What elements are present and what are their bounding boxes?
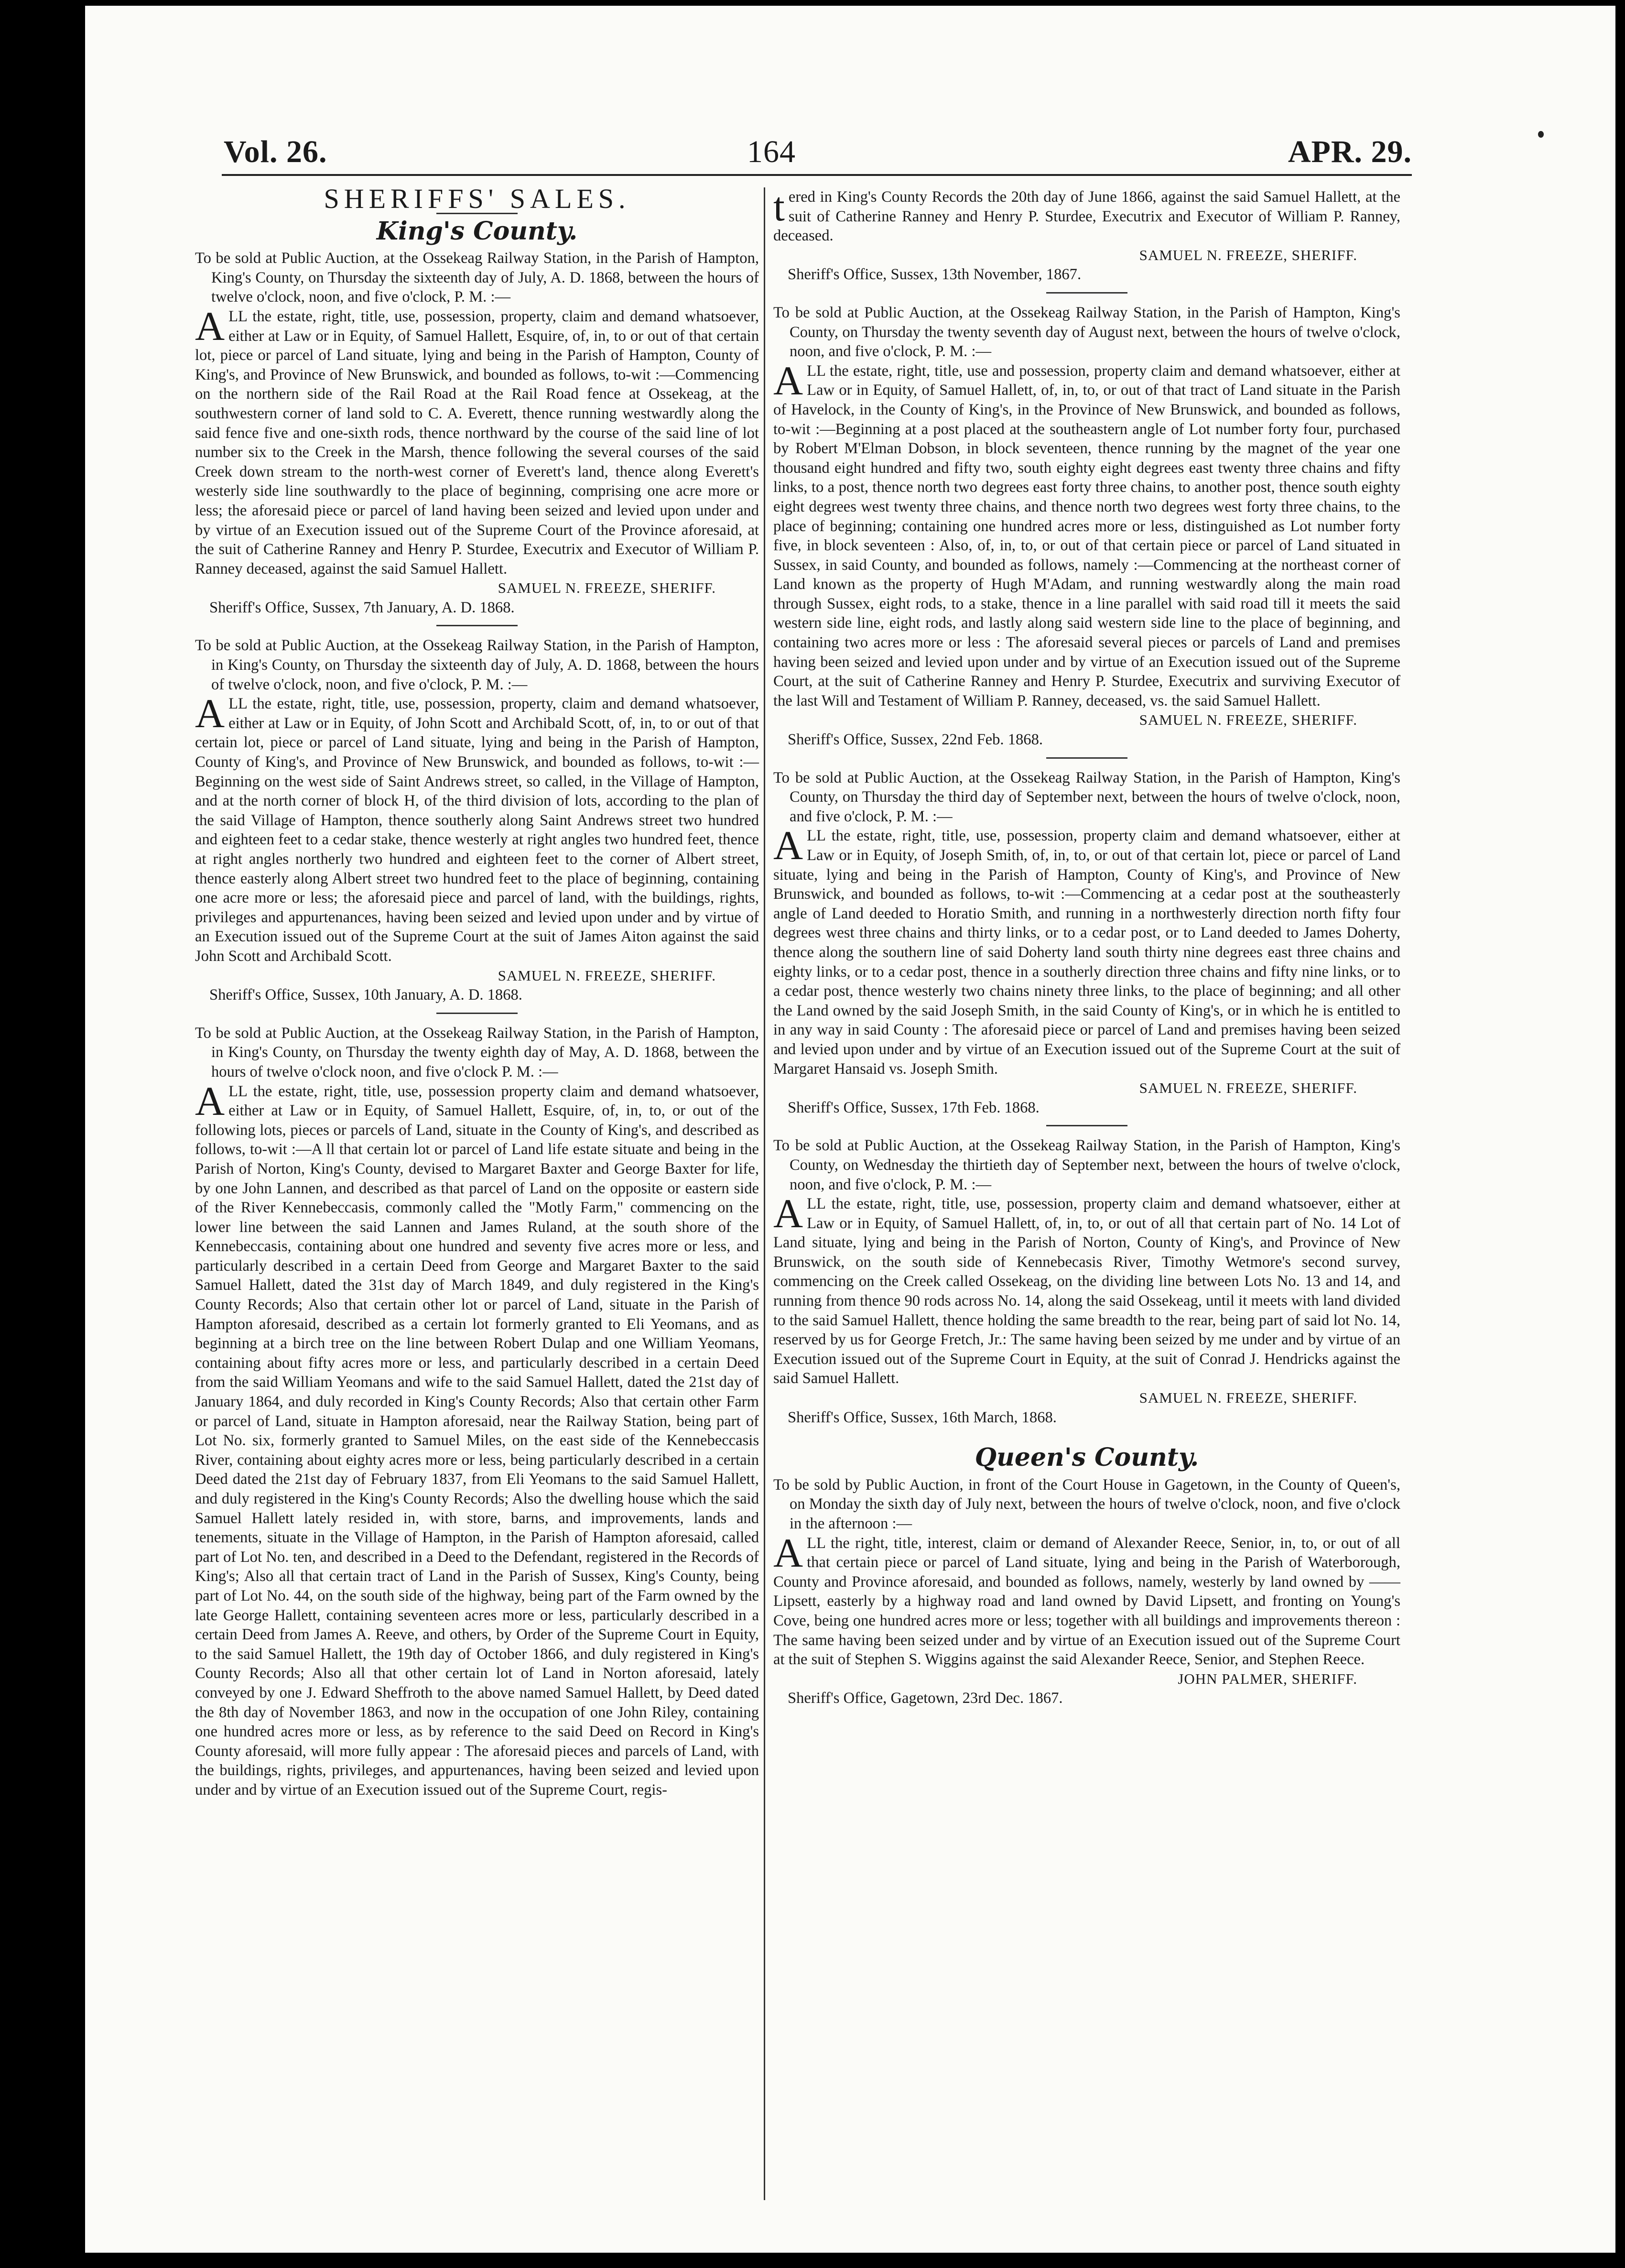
notice-body: ALL the estate, right, title, use, possession, property, claim and demand whatsoever, either at Law or in Equity, of John Scott and Archibald Scott, of, in, to or out of that certain lot, piece or parcel of Land situate, lying and being in the Parish of Hampton, County of King's, and Province of New Brunswick, and bounded as follows, to-wit :—Beginning on the west side of Saint Andrews street, so called, in the Village of Hampton, and at the north corner of block H, of the third division of lots, according to the plan of the said Village of Hampton, thence southerly along Saint Andrews street two hundred and eighteen feet to a cedar stake, thence westerly at right angles two hundred feet, thence at right angles northerly two hundred and eighteen feet to the corner of Albert street, thence easterly along Albert street two hundred feet to the place of beginning, containing one acre more or less; the aforesaid piece and parcel of land, with the buildings, rights, privileges and appurtenances, having been seized and levied upon under and by virtue of an Execution issued out of the Supreme Court at the suit of James Aiton against the said John Scott and Archibald Scott. — [195, 690, 759, 965]
sheriff-signature: SAMUEL N. FREEZE, SHERIFF. — [1139, 1079, 1357, 1097]
sheriff-signature: SAMUEL N. FREEZE, SHERIFF. — [1139, 246, 1357, 263]
volume-number: Vol. 26. — [224, 134, 327, 169]
notice-norton — [773, 1136, 1400, 1427]
notice-body: ALL the estate, right, title, use, possession, property claim and demand whatsoever, either at Law or in Equity, of Joseph Smith, of, in, to, or out of that certain lot, piece or parcel of Land situate, lying and being in the Parish of Hampton, County of King's, and Province of New Brunswick, and bounded as follows, to-wit :—Commencing at a cedar post at the southeasterly angle of Land deeded to Horatio Smith, and running in a northwesterly direction north fifty four degrees west three chains and thirty links, or to a cedar post, or to Land deeded to James Doherty, thence along the southern line of said Doherty land south thirty nine degrees east three chains and eighty links, or to a cedar post, thence in a southerly direction three chains and fifty nine links, or to a cedar post, thence westerly two chains ninety three links, to the place of beginning; and all other the Land owned by the said Joseph Smith, in the said County of King's, or in which he is entitled to in any way in said County : The aforesaid piece or parcel of Land and premises having been seized and levied upon under and by virtue of an Execution issued out of the Supreme Court at the suit of Margaret Hansaid vs. Joseph Smith. — [773, 822, 1400, 1078]
notice-separator — [436, 1013, 518, 1014]
left-column — [195, 183, 759, 1800]
office-dateline: Sheriff's Office, Gagetown, 23rd Dec. 1867. — [788, 1690, 1063, 1707]
notice-body: ALL the estate, right, title, use and possession, property claim and demand whatsoever, either at Law or in Equity, of Samuel Hallett, of, in, to, or out of that tract of Land situate in the Parish of Havelock, in the County of King's, in the Province of New Brunswick, and bounded as follows, to-wit :—Beginning at a post placed at the southeastern angle of Lot number forty four, purchased by Robert M'Elman Dobson, in block seventeen, thence running by the magnet of the year one thousand eight hundred and fifty two, south eighty eight degrees east twenty three chains and fifty links, to a post, thence north two degrees east forty three chains, to another post, thence south eighty eight degrees west twenty three chains, and thence north two degrees west forty three chains, to the place of beginning; containing one hundred acres more or less, distinguished as Lot number forty five, in block seventeen : Also, of, in, to, or out of that certain piece or parcel of Land situated in Sussex, in said County, and bounded as follows, namely :—Commencing at the northeast corner of Land known as the property of Hugh M'Adam, and running westwardly along the main road through Sussex, eight rods, to a stake, thence in a line parallel with said road till it meets the said western side line, eight rods, and lastly along said western side line to the place of beginning, and containing two acres more or less : The aforesaid several pieces or parcels of Land and premises having been seized and levied upon under and by virtue of an Execution issued out of the Supreme Court, at the suit of Catherine Ranney and Henry P. Sturdee, Executrix and surviving Executor of the last Will and Testament of William P. Ranney, deceased, vs. the said Samuel Hallett. — [773, 357, 1400, 709]
office-dateline: Sheriff's Office, Sussex, 10th January, A. D. 1868. — [209, 986, 522, 1004]
office-dateline: Sheriff's Office, Sussex, 22nd Feb. 1868. — [788, 731, 1043, 749]
newspaper-page — [85, 6, 1615, 2253]
notice-intro: To be sold at Public Auction, at the Ossekeag Railway Station, in the Parish of Hampton, King's County, on Thursday the sixteenth day of July, A. D. 1868, between the hours of twelve o'clock, noon, and five o'clock, P. M. :— — [195, 250, 759, 306]
office-dateline: Sheriff's Office, Sussex, 13th November, 1867. — [788, 266, 1082, 284]
notice-intro: To be sold at Public Auction, at the Ossekeag Railway Station, in the Parish of Hampton, in King's County, on Thursday the twenty eighth day of May, A. D. 1868, between the hours of twelve o'clock noon, and five o'clock P. M. :— — [195, 1024, 759, 1080]
notice-separator — [436, 625, 518, 626]
sheriff-signature: SAMUEL N. FREEZE, SHERIFF. — [1139, 1389, 1357, 1407]
sheriff-signature: SAMUEL N. FREEZE, SHERIFF. — [498, 967, 716, 984]
sheriff-signature: SAMUEL N. FREEZE, SHERIFF. — [498, 579, 716, 597]
notice-hallett-ossekeag — [195, 249, 759, 617]
notice-scott — [195, 636, 759, 1004]
notice-body: ALL the right, title, interest, claim or demand of Alexander Reece, Senior, in, to, or out of all that certain piece or parcel of Land situate, lying and being in the Parish of Waterborough, County and Province aforesaid, and bounded as follows, namely, westerly by land owned by —— Lipsett, easterly by a highway road and land owned by David Lipsett, and fronting on Young's Cove, being one hundred acres more or less; together with all buildings and improvements thereon : The same having been seized under and by virtue of an Execution issued out of the Supreme Court at the suit of Stephen S. Wiggins against the said Alexander Reece, Senior, and Stephen Reece. — [773, 1529, 1400, 1668]
office-dateline: Sheriff's Office, Sussex, 16th March, 1868. — [788, 1408, 1057, 1426]
notice-smith — [773, 768, 1400, 1118]
issue-date: APR. 29. — [1288, 134, 1412, 169]
right-column — [773, 184, 1400, 1708]
page-number: 164 — [747, 134, 796, 169]
county-heading-kings: King's County. — [376, 216, 578, 246]
notice-separator — [1046, 292, 1127, 294]
sheriff-signature: JOHN PALMER, SHERIFF. — [1178, 1670, 1357, 1687]
notice-intro: To be sold by Public Auction, in front of the Court House in Gagetown, in the County of Queen's, on Monday the sixth day of July next, between the hours of twelve o'clock, noon, and five o'clock in the afternoon :— — [773, 1476, 1400, 1532]
header-rule — [222, 174, 1412, 176]
column-divider — [764, 187, 765, 2200]
notice-intro: To be sold at Public Auction, at the Ossekeag Railway Station, in the Parish of Hampton, King's County, on Wednesday the thirtieth day of September next, between the hours of twelve o'clock, noon, and five o'clock, P. M. :— — [773, 1137, 1400, 1193]
notice-body: ALL the estate, right, title, use, possession, property claim and demand whatsoever, either at Law or in Equity, of Samuel Hallett, of, in, to, or out of all that certain part of No. 14 Lot of Land situate, lying and being in the Parish of Norton, County of King's, and Province of New Brunswick, on the south side of Kennebecasis River, Timothy Wetmore's second survey, commencing on the Creek called Ossekeag, on the dividing line between Lots No. 13 and 14, and running from thence 90 rods across No. 14, along the said Ossekeag, until it meets with land divided to the said Samuel Hallett, thence holding the same breadth to the rear, being part of said lot No. 14, reserved by us for George Fretch, Jr.: The same having been seized by me under and by virtue of an Execution issued out of the Supreme Court in Equity, at the suit of Conrad J. Hendricks against the said Samuel Hallett. — [773, 1190, 1400, 1387]
notice-separator — [1046, 1125, 1127, 1126]
county-heading-queens: Queen's County. — [975, 1443, 1199, 1472]
notice-intro: To be sold at Public Auction, at the Ossekeag Railway Station, in the Parish of Hampton, King's County, on Thursday the twenty seventh day of August next, between the hours of twelve o'clock, noon, and five o'clock, P. M. :— — [773, 304, 1400, 360]
notice-intro: To be sold at Public Auction, at the Ossekeag Railway Station, in the Parish of Hampton, in King's County, on Thursday the sixteenth day of July, A. D. 1868, between the hours of twelve o'clock, noon, and five o'clock, P. M. :— — [195, 637, 759, 693]
notice-havelock — [773, 303, 1400, 750]
notice-intro: To be sold at Public Auction, at the Ossekeag Railway Station, in the Parish of Hampton, King's County, on Thursday the third day of September next, between the hours of twelve o'clock, noon, and five o'clock, P. M. :— — [773, 769, 1400, 825]
notice-continuation: tered in King's County Records the 20th day of June 1866, against the said Samuel Hallett, at the suit of Catherine Ranney and Henry P. Sturdee, Executrix and Executor of William P. Ranney, deceased. — [773, 184, 1400, 245]
office-dateline: Sheriff's Office, Sussex, 17th Feb. 1868. — [788, 1099, 1040, 1116]
section-title: SHERIFFS' SALES. — [324, 183, 630, 214]
notice-body: ALL the estate, right, title, use, possession property claim and demand whatsoever, either at Law or in Equity, of Samuel Hallett, Esquire, of, in, to, or out of the following lots, pieces or parcels of Land, situate in the County of King's, and described as follows, to-wit :—A ll that certain lot or parcel of Land life estate situate and being in the Parish of Norton, King's County, devised to Margaret Baxter and George Baxter for life, by one John Lannen, and described as that parcel of Land on the opposite or eastern side of the River Kennebeccasis, commonly called the "Motly Farm," commencing on the lower line between the said Lannen and James Ruland, at the south shore of the Kennebeccasis, containing about one hundred and seventy five acres more or less, and particularly described in a certain Deed from George and Margaret Baxter to the said Samuel Hallett, dated the 31st day of March 1849, and duly registered in the King's County Records; Also that certain other lot or parcel of Land, situate in the Parish of Hampton aforesaid, described as a certain lot formerly granted to Eli Yeomans, and as beginning at a birch tree on the line between Robert Dulap and one William Yeomans, containing about fifty acres more or less, and particularly described in a certain Deed from the said William Yeomans and wife to the said Samuel Hallett, dated the 21st day of January 1864, and duly recorded in King's County Records; Also that certain other Farm or parcel of Land, situate in Hampton aforesaid, near the Railway Station, being part of Lot No. six, formerly granted to Samuel Miles, on the east side of the Kennebeccasis River, containing about eighty acres more or less, being particularly described in a certain Deed dated the 21st day of February 1837, from Eli Yeomans to the said Samuel Hallett, and duly registered in the King's County Records; Also the dwelling house which the said Samuel Hallett lately resided in, with store, barns, and improvements, lands and tenements, situate in the Village of Hampton, in the Parish of Hampton aforesaid, called part of Lot No. ten, and described in a Deed to the Defendant, registered in the Records of King's; Also all that certain tract of Land in the Parish of Sussex, King's County, being part of Lot No. 44, on the south side of the highway, being part of the Farm owned by the late George Hallett, containing seventeen acres more or less, particularly described in a certain Deed from James A. Reeve, and others, by Order of the Supreme Court in Equity, to the said Samuel Hallett, the 19th day of October 1866, and duly registered in King's County Records; Also all that other certain lot of Land in Norton aforesaid, lately conveyed by one J. Edward Sheffroth to the above named Samuel Hallett, by Deed dated the 8th day of November 1863, and now in the occupation of one John Riley, containing one hundred acres more or less, as by reference to the said Deed on Record in King's County aforesaid, will more fully appear : The aforesaid pieces and parcels of Land, with the buildings, rights, privileges, and appurtenances, having been seized and levied upon under and by virtue of an Execution issued out of the Supreme Court, regis- — [195, 1078, 759, 1799]
notice-hallett-lots — [195, 1024, 759, 1800]
sheriff-signature: SAMUEL N. FREEZE, SHERIFF. — [1139, 711, 1357, 729]
notice-reece — [773, 1475, 1400, 1708]
ink-speck — [1538, 131, 1544, 138]
notice-body: ALL the estate, right, title, use, possession, property, claim and demand whatsoever, either at Law or in Equity, of Samuel Hallett, Esquire, of, in, to or out of that certain lot, piece or parcel of Land situate, lying and being in the Parish of Hampton, County of King's, and Province of New Brunswick, and bounded as follows, to-wit :—Commencing on the northern side of the Rail Road at the Rail Road fence at Ossekeag, at the southwestern corner of land sold to C. A. Everett, thence running westwardly along the said fence five and one-sixth rods, thence northward by the course of the said line of lot number six to the Creek in the Marsh, thence following the several courses of the said Creek down stream to the north-west corner of Everett's land, thence along Everett's westerly side line southwardly to the place of beginning, comprising one acre more or less; the aforesaid piece or parcel of land having been seized and levied upon under and by virtue of an Execution issued out of the Supreme Court of the Province aforesaid, at the suit of Catherine Ranney and Henry P. Sturdee, Executrix and Executor of William P. Ranney deceased, against the said Samuel Hallett. — [195, 303, 759, 578]
notice-separator — [1046, 757, 1127, 759]
notice-continued — [773, 184, 1400, 284]
office-dateline: Sheriff's Office, Sussex, 7th January, A. D. 1868. — [209, 599, 515, 616]
